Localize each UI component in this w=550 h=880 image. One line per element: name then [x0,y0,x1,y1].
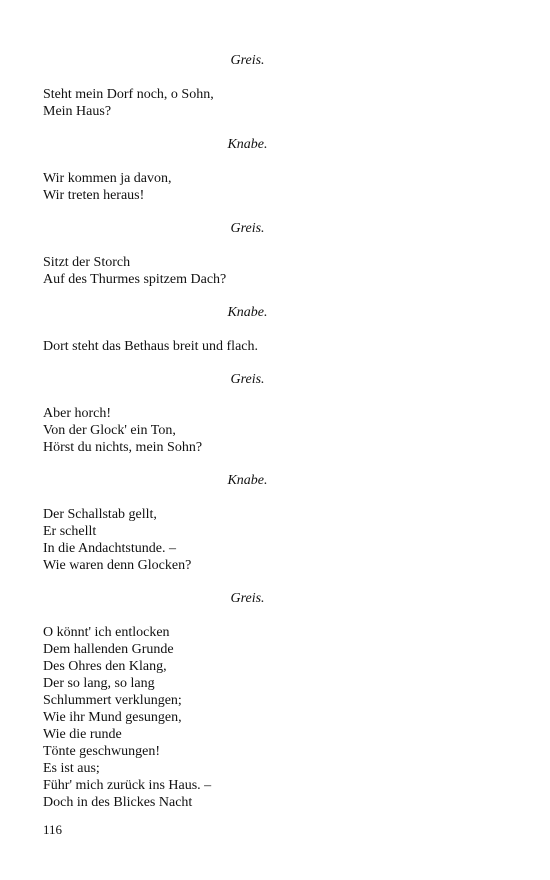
verse-line: Doch in des Blickes Nacht [43,795,193,810]
verse-line: Auf des Thurmes spitzem Dach? [43,272,227,287]
verse-line: Wie waren denn Glocken? [43,558,192,573]
stanza [43,86,503,120]
verse-line: Führ' mich zurück ins Haus. – [43,778,212,793]
verse-line: Er schellt [43,524,97,539]
stanza [43,405,503,456]
verse-line: Tönte geschwungen! [43,744,161,759]
speaker-label: Greis. [230,221,265,236]
stanza [43,170,503,204]
verse-line: Dem hallenden Grunde [43,642,174,657]
verse-line: O könnt' ich entlocken [43,625,170,640]
verse-line: Es ist aus; [43,761,100,776]
stanza [43,506,503,574]
verse-line: Hörst du nichts, mein Sohn? [43,440,203,455]
verse-line: Steht mein Dorf noch, o Sohn, [43,87,214,102]
stanza [43,254,503,288]
verse-line: Dort steht das Bethaus breit und flach. [43,339,259,354]
speaker-label: Greis. [230,591,265,606]
verse-line: Sitzt der Storch [43,255,131,270]
speaker-label: Knabe. [227,305,268,320]
verse-line: Wie die runde [43,727,122,742]
verse-line: Wie ihr Mund gesungen, [43,710,182,725]
verse-line: Der Schallstab gellt, [43,507,157,522]
speaker-label: Greis. [230,372,265,387]
verse-line: Wir kommen ja davon, [43,171,172,186]
verse-line: Schlummert verklungen; [43,693,182,708]
verse-line: Aber horch! [43,406,112,421]
page-number: 116 [43,822,63,837]
stanza [43,624,503,811]
verse-line: Mein Haus? [43,104,112,119]
verse-line: Der so lang, so lang [43,676,155,691]
stanza [43,338,503,355]
verse-line: Wir treten heraus! [43,188,145,203]
speaker-label: Knabe. [227,473,268,488]
verse-line: Des Ohres den Klang, [43,659,167,674]
verse-line: In die Andachtstunde. – [43,541,176,556]
verse-line: Von der Glock' ein Ton, [43,423,176,438]
speaker-label: Greis. [230,53,265,68]
speaker-label: Knabe. [227,137,268,152]
